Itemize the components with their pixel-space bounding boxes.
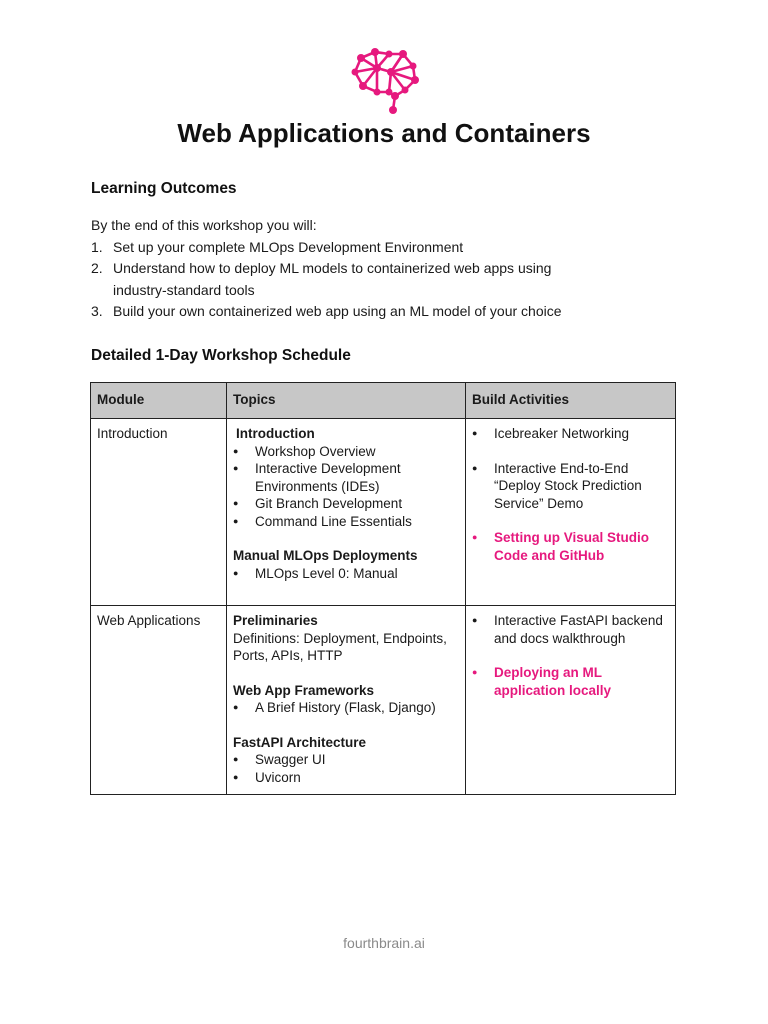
topic-section-title: Introduction — [236, 426, 315, 441]
topic-list — [233, 443, 459, 531]
module-cell: Web Applications — [91, 606, 227, 795]
topic-section-title: Preliminaries — [233, 613, 318, 628]
activity-list — [472, 529, 669, 564]
table-header-row — [91, 383, 676, 419]
highlight-item: ● Setting up Visual Studio Code and GitHub — [472, 529, 669, 564]
schedule-table — [90, 382, 676, 795]
activities-cell — [466, 419, 676, 606]
outcome-item: 3. Build your own containerized web app using an ML model of your choice — [91, 303, 562, 319]
topics-cell — [227, 606, 466, 795]
brain-network-icon — [347, 44, 421, 116]
list-item: ● Command Line Essentials — [233, 513, 459, 531]
topic-section-title: Manual MLOps Deployments — [233, 548, 418, 563]
list-item: ● Icebreaker Networking — [472, 425, 669, 443]
topic-list — [233, 699, 459, 717]
list-item: ● Git Branch Development — [233, 495, 459, 513]
topic-list — [233, 751, 459, 786]
header-module: Module — [91, 383, 227, 419]
topic-section-title: FastAPI Architecture — [233, 734, 367, 750]
outcomes-list — [91, 237, 593, 323]
activities-cell — [466, 606, 676, 795]
topic-list — [233, 565, 459, 583]
page-title: Web Applications and Containers — [177, 118, 591, 148]
learning-outcomes-heading: Learning Outcomes — [91, 180, 237, 197]
list-item: ● Workshop Overview — [233, 443, 459, 461]
header-topics: Topics — [227, 383, 466, 419]
module-cell: Introduction — [91, 419, 227, 606]
activity-list — [472, 612, 669, 647]
activity-list — [472, 664, 669, 699]
learning-outcomes — [91, 215, 593, 323]
footer-text: fourthbrain.ai — [343, 935, 425, 951]
highlight-item: ● Deploying an ML application locally — [472, 664, 669, 699]
list-item: ● A Brief History (Flask, Django) — [233, 699, 459, 717]
list-item: ● Interactive Development Environments (IDEs) — [233, 460, 459, 495]
header-activities: Build Activities — [466, 383, 676, 419]
table-row — [91, 419, 676, 606]
table-row — [91, 606, 676, 795]
list-item: ● Uvicorn — [233, 769, 459, 787]
intro-text: By the end of this workshop you will: — [91, 217, 317, 233]
list-item: ● Interactive FastAPI backend and docs walkthrough — [472, 612, 669, 647]
list-item: ● MLOps Level 0: Manual — [233, 565, 459, 583]
list-item: ● Interactive End-to-End “Deploy Stock Prediction Service” Demo — [472, 460, 669, 513]
topics-cell — [227, 419, 466, 606]
list-item: ● Swagger UI — [233, 751, 459, 769]
outcome-item: 1. Set up your complete MLOps Development Environment — [91, 238, 464, 255]
topic-section-title: Web App Frameworks — [233, 682, 375, 698]
activity-list — [472, 425, 669, 443]
topic-text: Definitions: Deployment, Endpoints, Ports, APIs, HTTP — [233, 630, 447, 663]
schedule-heading: Detailed 1-Day Workshop Schedule — [91, 347, 351, 364]
outcome-item: 2. Understand how to deploy ML models to containerized web apps using industry-standard tools — [91, 260, 552, 298]
activity-list — [472, 460, 669, 513]
